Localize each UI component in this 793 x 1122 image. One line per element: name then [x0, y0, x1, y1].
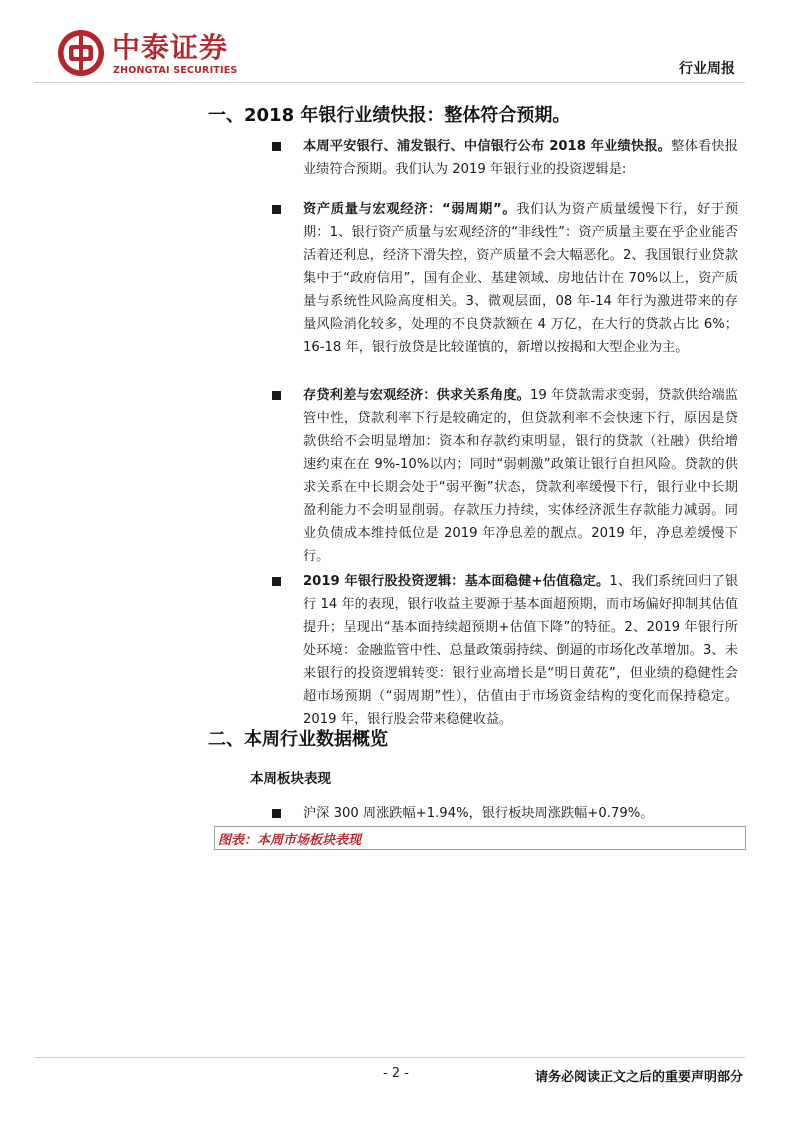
subsection-title: 本周板块表现	[250, 771, 331, 787]
footer-divider	[34, 1057, 745, 1058]
bullet-text	[303, 384, 738, 568]
bullet-lead: 资产质量与宏观经济：“弱周期”。	[303, 202, 517, 217]
bullet-square-icon	[272, 205, 281, 214]
bullet-square-icon	[272, 391, 281, 400]
brand-name-en: ZHONGTAI SECURITIES	[113, 65, 238, 76]
bullet-square-icon	[272, 577, 281, 586]
figure-caption-box	[214, 826, 746, 850]
bullet-text	[303, 570, 738, 731]
report-type-label: 行业周报	[679, 61, 735, 77]
bullet-lead: 本周平安银行、浦发银行、中信银行公布 2018 年业绩快报。	[303, 139, 672, 154]
bullet-body: 我们认为资产质量缓慢下行，好于预期：1、银行资产质量与宏观经济的“非线性”：资产质量主要在乎企业能否活着还利息，经济下滑失控，资产质量不会大幅恶化。2、我国银行业贷款集中于“政府信用”，国有企业、基建领域、房地估计在 70%以上，资产质量与系统性风险高度相关。3、微观层面，08 年-14 年行为激进带来的存量风险消化较多，处理的不良贷款额在 4 万亿，在大行的贷款占比 6%；16-18 年，银行放贷是比较谨慎的，新增以按揭和大型企业为主。	[303, 202, 739, 355]
header-divider	[34, 82, 745, 83]
brand-logo	[56, 28, 256, 78]
figure-caption: 图表：本周市场板块表现	[218, 833, 362, 848]
bullet-text: 沪深 300 周涨跌幅+1.94%，银行板块周涨跌幅+0.79%。	[303, 806, 654, 821]
section-1-title: 一、2018 年银行业绩快报：整体符合预期。	[208, 105, 571, 126]
bullet-body: 19 年贷款需求变弱，贷款供给端监管中性，贷款利率下行是较确定的，但贷款利率不会快速下行，原因是贷款供给不会明显增加：资本和存款约束明显，银行的贷款（社融）供给增速约束在在 9%-10%以内；同时“弱刺激”政策让银行自担风险。贷款的供求关系在中长期会处于“弱平衡”状态，贷款利率缓慢下行，银行业中长期盈利能力不会明显削弱。存款压力持续，实体经济派生存款能力减弱。同业负债成本维持低位是 2019 年净息差的靓点。2019 年，净息差缓慢下行。	[303, 388, 738, 564]
bullet-square-icon	[272, 142, 281, 151]
bullet-text	[303, 198, 738, 359]
bullet-text	[303, 135, 738, 181]
bullet-lead: 存贷利差与宏观经济：供求关系角度。	[303, 388, 531, 403]
brand-name-cn: 中泰证券	[112, 31, 229, 64]
bullet-square-icon	[272, 809, 281, 818]
zhongtai-logo-icon	[56, 28, 106, 78]
footer-disclaimer: 请务必阅读正文之后的重要声明部分	[534, 1070, 743, 1085]
page-number: - 2 -	[383, 1066, 409, 1081]
bullet-lead: 2019 年银行股投资逻辑：基本面稳健+估值稳定。	[303, 574, 610, 589]
bullet-body: 1、我们系统回归了银行 14 年的表现，银行收益主要源于基本面超预期，而市场偏好抑制其估值提升；呈现出“基本面持续超预期+估值下降”的特征。2、2019 年银行所处环境：金融监管中性、总量政策弱持续、倒逼的市场化改革增加。3、未来银行的投资逻辑转变：银行业高增长是“明日黄花”，但业绩的稳健性会超市场预期（“弱周期”性），估值由于市场资金结构的变化而保持稳定。2019 年，银行股会带来稳健收益。	[303, 574, 739, 727]
section-2-title: 二、本周行业数据概览	[208, 729, 388, 750]
bullet-body: 整体看快报业绩符合预期。我们认为 2019 年银行业的投资逻辑是:	[303, 139, 738, 177]
